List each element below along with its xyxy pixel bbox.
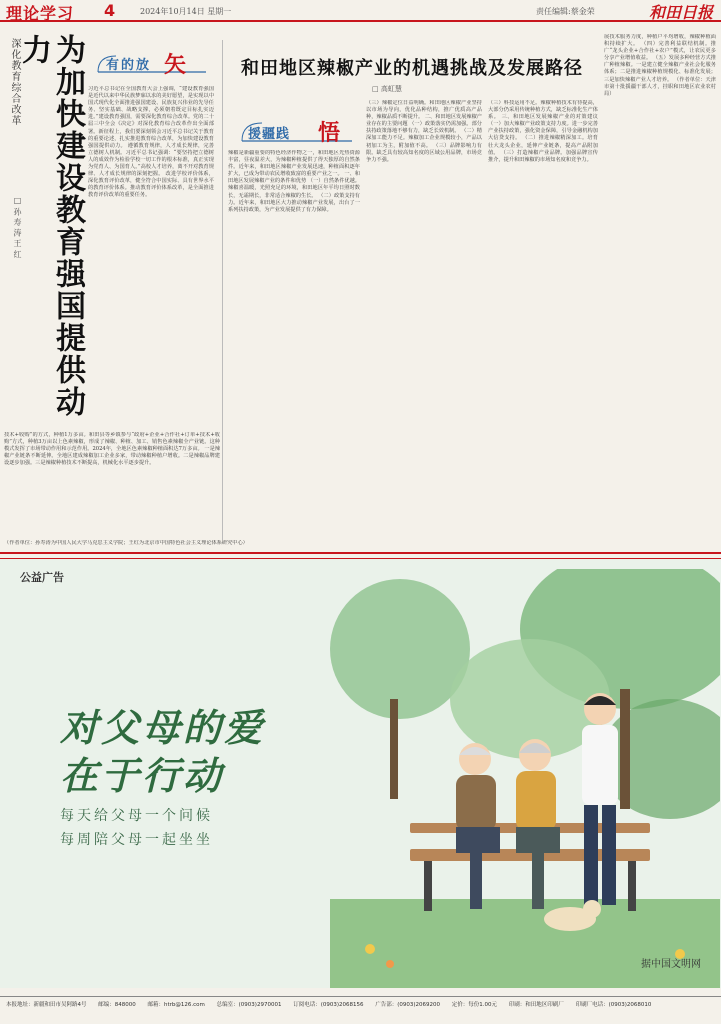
newspaper-logo: 和田日报 (648, 3, 713, 22)
footer-email: 邮箱：htrb@126.com (147, 1002, 205, 1008)
banner-left-text: 有的放 (106, 58, 152, 73)
footer-info (0, 996, 721, 1024)
column-banner-left (96, 50, 216, 78)
ad-title-line-2: 在于行动 (60, 754, 225, 798)
park-scene-illustration (330, 569, 720, 988)
lead-article-tag: 深化教育综合改革 (9, 38, 20, 126)
issue-date: 2024年10月14日 星期一 (140, 7, 232, 16)
banner-left-char: 矢 (164, 52, 187, 78)
ad-title-line-1: 对父母的爱 (60, 706, 266, 750)
banner-mid-char: 悟 (318, 120, 341, 146)
column-banner-mid (240, 117, 360, 146)
footer-office: 总编室：(0903)2970001 (216, 1002, 282, 1008)
ad-subtitle-line-1: 每天给父母一个问候 (60, 808, 213, 824)
column-divider (222, 40, 223, 540)
feature-body-col-2: （三）辣椒定位日益明确。和田地区辣椒产业坚持以市场为导向，优化品种结构，推广优质高产品种，辣椒品质不断提升。 二、和田地区发展辣椒产业存在的主要问题 （一）政策落实仍需加强。部分扶持政策落地不够有力，缺乏长效机制。 （二）精深加工能力不足。辣椒加工企业规模较小，产品以初加工为主，附加值不高。 （三）品牌影响力有限。缺乏具有较高知名度的区域公用品牌，市场竞争力不强。 (366, 100, 482, 163)
ad-label: 公益广告 (20, 571, 64, 584)
lead-article-header (4, 30, 86, 426)
footer-ad-phone: 广告部：(0903)2069200 (375, 1002, 441, 1008)
footer-print-phone: 印刷厂电话：(0903)2068010 (575, 1002, 652, 1008)
feature-body-col-4: 展技术服务力度，种植户平均增收，辣椒种植面积持续扩大。 （四）完善利益联结机制。推广“龙头企业+合作社+农户”模式，让农民更多分享产业增值收益。 （五）发展多种经营方式推广种植辣椒。一是建立健全辣椒产业社会化服务体系；二是推进辣椒种植规模化、标准化发展；三是加快辣椒产业人才培养。 （作者单位：天津市第十批援疆干部人才，挂职和田地区农业农村局） (604, 34, 716, 97)
footer-postcode: 邮编：848000 (98, 1002, 136, 1008)
responsible-editor: 责任编辑:蔡金荣 (536, 7, 595, 16)
masthead (0, 0, 721, 22)
footer-printer: 印刷：和田地区印刷厂 (508, 1002, 564, 1008)
lead-article-footnote: （作者单位：孙寿涛为中国人民大学马克思主义学院；王红为北京市中国特色社会主义理论体系研究中心） (4, 540, 248, 546)
lead-article-body-continued: 技术+收购”的方式，种植1万多亩。和田县等乡镇参与“政府+企业+合作社+订单+技术+收购”方式，种植3万亩以上色素辣椒，形成了辣椒、种植、加工、销售色素辣椒全产业链。这种模式发挥了市场带动作用和示范作用。2024年，全地区色素辣椒种植面积达7万多亩。 一是辣椒产业链条不断延伸。全地区建成辣椒加工企业多家，带动辣椒种植户增收。二是辣椒品牌建设逐步加强。三是辣椒种植技术不断提高，机械化水平逐步提升。 (4, 432, 220, 467)
ad-source: 据中国文明网 (641, 959, 701, 970)
lead-article-headline: 为加快建设教育强国提供动力 (16, 34, 85, 418)
public-service-ad (0, 558, 721, 988)
feature-body-col-3: （三）科技运用不足。辣椒种植技术有待提高，大部分仍采用传统种植方式，缺乏标准化生产体系。 三、和田地区发展辣椒产业的对策建议 （一）加大辣椒产业政策支持力度。进一步完善产业扶持政策，强化资金保障，引导金融机构加大信贷支持。 （二）推进辣椒精深加工。培育壮大龙头企业，延伸产业链条，提高产品附加值。 （三）打造辣椒产业品牌。加强品牌宣传推介，提升和田辣椒的市场知名度和竞争力。 (488, 100, 598, 163)
feature-headline: 和田地区辣椒产业的机遇挑战及发展路径 (241, 58, 583, 79)
footer-subscription: 订阅电话：(0903)2068156 (293, 1002, 364, 1008)
ad-subtitle-line-2: 每周陪父母一起坐坐 (60, 832, 213, 848)
lead-article-byline: □ 孙 寿 涛 王 红 (13, 196, 22, 258)
lead-article-body: 习近平总书记在全国教育大会上强调，“建设教育强国是近代以来中华民族梦寐以求的美好愿望，是实现以中国式现代化全面推进强国建设、民族复兴伟业的先导任务、坚实基础、战略支撑，必须朝着既定目标扎实迈进。”建设教育强国，需要深化教育综合改革。党的二十届三中全会《决定》对深化教育综合改革作出全面部署。新征程上，我们要深刻领会习近平总书记关于教育的重要论述，扎实推进教育综合改革，为加快建设教育强国提供动力。 遵循教育规律，人才成长规律，完善立德树人机制。习近平总书记强调：“要坚持把立德树人的成效作为检验学校一切工作的根本标准，真正实现为党育人、为国育人。”高校人才培养，离不开对教育规律、人才成长规律的深刻把握。 改进学校评价体系，深化教育评价改革，健全符合中国实际、具有世界水平的教育评价体系。推动教育评价体系改革，是全面推进教育评价改革的重要任务。 (88, 86, 214, 199)
page-number: 4 (104, 1, 116, 20)
feature-body-col-1: 辣椒是新疆重要的特色经济作物之一，和田地区光热资源丰富，昼夜温差大，为辣椒种植提供了得天独厚的自然条件。近年来，和田地区辣椒产业发展迅速，种植面积逐年扩大，已成为带动农民增收致富的重要产业之一。 一、和田地区发展辣椒产业的条件和优势 （一）自然条件优越。辣椒喜温暖，光照充足的环境，和田地区年平均日照时数长，无霜期长，非常适合辣椒的生长。 （二）政策支持有力。近年来，和田地区大力推动辣椒产业发展，出台了一系列扶持政策，为产业发展提供了有力保障。 (228, 150, 360, 213)
footer-address: 本报地址：新疆和田市吴阿路4号 (6, 1002, 87, 1008)
banner-mid-text: 援疆践 (248, 127, 291, 142)
section-divider (0, 552, 721, 554)
footer-price: 定价：每份1.00元 (451, 1002, 498, 1008)
feature-author: □ 高虹慧 (372, 85, 402, 93)
section-title: 理论学习 (6, 4, 75, 23)
